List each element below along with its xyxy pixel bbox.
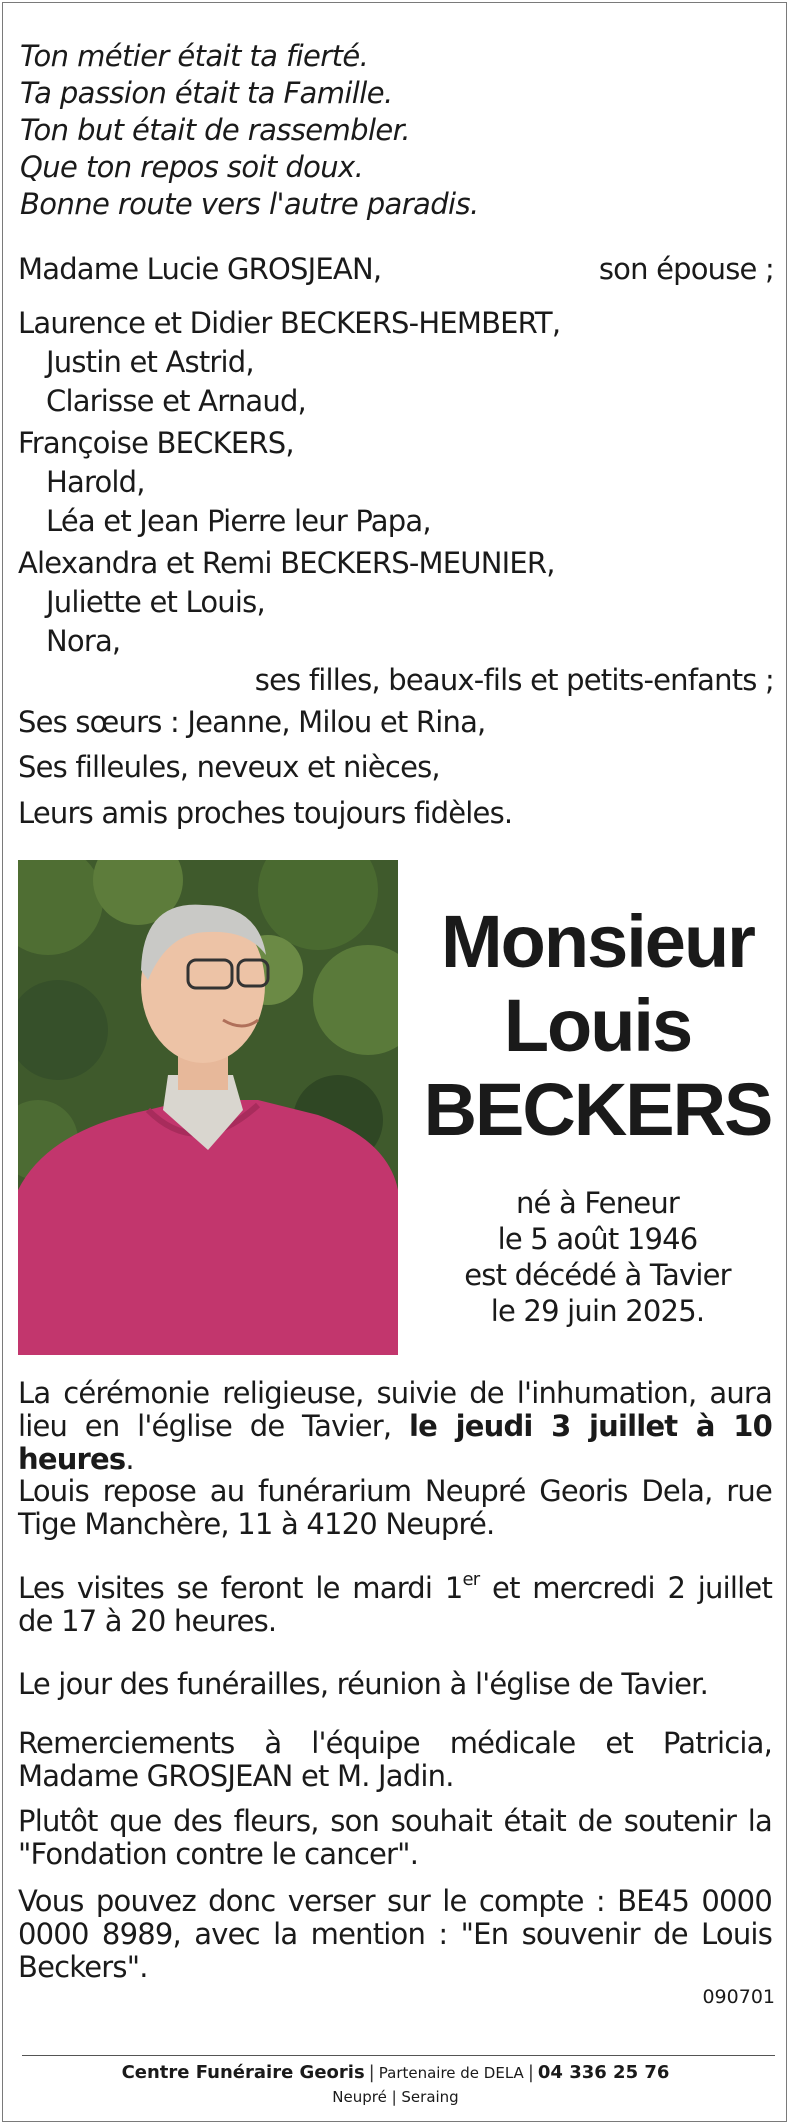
family-line: Françoise BECKERS, <box>18 426 294 460</box>
spouse-line <box>18 252 774 286</box>
footer-line <box>0 2062 791 2083</box>
family-line: Alexandra et Remi BECKERS-MEUNIER, <box>18 546 555 580</box>
ceremony-text <box>18 1377 772 1476</box>
poem-line: Ta passion était ta Famille. <box>20 76 393 110</box>
reference-code: 090701 <box>702 1986 775 2008</box>
funeral-company: Centre Funéraire Georis <box>121 2062 365 2083</box>
family-line: Clarisse et Arnaud, <box>46 384 306 418</box>
portrait-illustration <box>18 860 398 1355</box>
name-title: Monsieur <box>441 900 754 983</box>
deceased-photo <box>18 860 398 1355</box>
family-line: Nora, <box>46 624 121 658</box>
ceremony-end: . <box>125 1442 134 1476</box>
death-place: est décédé à Tavier <box>464 1258 731 1292</box>
visits-before: Les visites se feront le mardi 1 <box>18 1571 463 1605</box>
sisters-line: Ses sœurs : Jeanne, Milou et Rina, <box>18 705 486 739</box>
deceased-name <box>420 900 775 1152</box>
family-line: Laurence et Didier BECKERS-HEMBERT, <box>18 306 561 340</box>
life-dates <box>420 1185 775 1329</box>
visits-after: et mercredi 2 juillet de 17 à 20 heures. <box>18 1571 773 1638</box>
poem <box>20 38 620 223</box>
partner-text: Partenaire de DELA <box>378 2064 524 2082</box>
poem-line: Bonne route vers l'autre paradis. <box>20 187 479 221</box>
thanks-text: Remerciements à l'équipe médicale et Patricia, Madame GROSJEAN et M. Jadin. <box>18 1726 772 1793</box>
family-line: Juliette et Louis, <box>46 585 265 619</box>
footer-locations: Neupré | Seraing <box>332 2088 459 2106</box>
birth-place: né à Feneur <box>515 1186 680 1220</box>
phone-number: 04 336 25 76 <box>537 2062 670 2083</box>
birth-date: le 5 août 1946 <box>497 1222 698 1256</box>
friends-line: Leurs amis proches toujours fidèles. <box>18 796 513 830</box>
family-line: Léa et Jean Pierre leur Papa, <box>46 504 431 538</box>
visits-sup: er <box>462 1569 480 1591</box>
visits-text <box>18 1569 773 1638</box>
donation-text: Vous pouvez donc verser sur le compte : BE45 0000 0000 8989, avec la mention : "En souvenir de Louis Beckers". <box>18 1884 772 1984</box>
family-line: Justin et Astrid, <box>46 345 254 379</box>
poem-line: Ton métier était ta fierté. <box>20 39 369 73</box>
poem-line: Ton but était de rassembler. <box>20 113 410 147</box>
family-line: Harold, <box>46 465 145 499</box>
godchildren-line: Ses filleules, neveux et nièces, <box>18 750 440 784</box>
separator: | <box>527 2062 534 2083</box>
flowers-text: Plutôt que des fleurs, son souhait était de soutenir la "Fondation contre le cancer". <box>18 1804 772 1871</box>
children-relation: ses filles, beaux-fils et petits-enfants ; <box>254 663 774 697</box>
first-name: Louis <box>503 984 692 1067</box>
separator: | <box>368 2062 375 2083</box>
repose-text: Louis repose au funérarium Neupré Georis Dela, rue Tige Manchère, 11 à 4120 Neupré. <box>18 1474 772 1541</box>
spouse-name: Madame Lucie GROSJEAN, <box>18 252 382 286</box>
ceremony-date: le jeudi 3 juillet à 10 heures <box>18 1409 773 1476</box>
last-name: BECKERS <box>423 1068 772 1151</box>
spouse-relation: son épouse ; <box>598 252 774 286</box>
poem-line: Que ton repos soit doux. <box>20 150 364 184</box>
meeting-text: Le jour des funérailles, réunion à l'église de Tavier. <box>18 1667 708 1701</box>
footer-divider <box>22 2055 775 2056</box>
ceremony-intro: La cérémonie religieuse, suivie de l'inhumation, aura lieu en l'église de Tavier, <box>18 1376 772 1443</box>
death-date: le 29 juin 2025. <box>490 1294 705 1328</box>
